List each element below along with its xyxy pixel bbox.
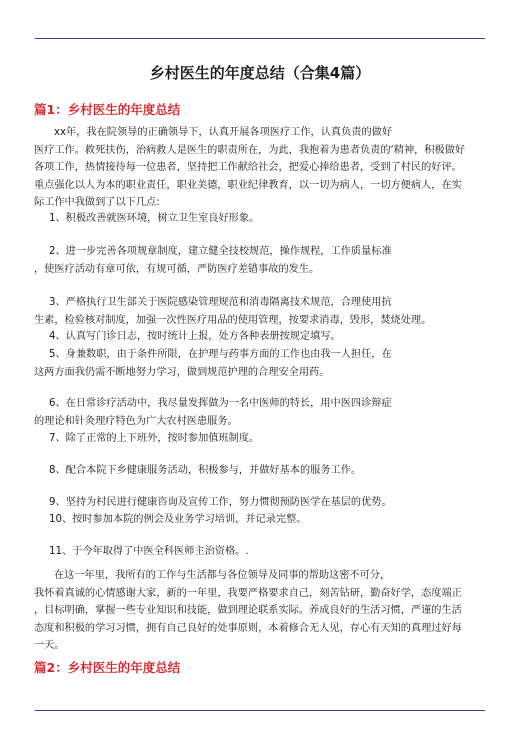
list-item-text: 10、按时参加本院的例会及业务学习培训，并记录完整。	[49, 514, 307, 525]
closing-line: 我怀着真诚的心情感谢大家，新的一年里，我要严格要求自己，刻苦钻研，勤奋好学，态度端正	[34, 587, 462, 599]
list-item	[34, 543, 492, 561]
intro-line: 医疗工作。救死扶伤，治病救人是医生的职责所在，为此，我抱着为患者负责的‘精神，积极做好	[34, 144, 466, 156]
closing-line: 态度和积极的学习习惯，拥有自己良好的处事原则，本着修合无人见，存心有天知的真理过好每	[34, 622, 462, 634]
list-item-text: 的理论和针灸理疗特色为广大农村医患服务。	[34, 415, 238, 427]
footer-rule	[35, 710, 485, 711]
list-item	[34, 494, 492, 512]
list-item-text: 4、认真写门诊日志，按时统计上报，处方各种表册按规定填写。	[49, 331, 341, 342]
list-item-text: 2、进一步完善各项规章制度，建立健全技校规范，操作规程，工作质量标准	[49, 246, 392, 257]
list-item	[34, 328, 492, 346]
intro-line: xx年，我在院领导的正确领导下，认真开展各项医疗工作，认真负责的做好	[54, 127, 393, 138]
list-item	[34, 243, 492, 278]
intro-line: 重点强化以人为本的职业责任，职业美德，职业纪律教育，以一切为病人，一切方便病人，在实	[34, 179, 462, 191]
closing-line: ，目标明确，掌握一些专业知识和技能，做到理论联系实际。养成良好的生活习惯，严谨的生活	[34, 605, 462, 616]
list-item	[34, 430, 492, 448]
list-item-text: 这两方面我仍需不断地努力学习，做到规范护理的合理安全用药。	[34, 366, 330, 378]
list-item-text: 9、坚持为村民进行健康咨询及宣传工作，努力惯彻预防医学在基层的优势。	[49, 497, 392, 508]
section-2-heading: 篇2：乡村医生的年度总结	[34, 660, 181, 675]
list-item-text: 11、于今年取得了中医全科医师主治资格。.	[49, 546, 249, 557]
list-item-text: 1、积极改善就医环境，树立卫生室良好形象。	[49, 213, 260, 224]
list-item	[34, 511, 492, 529]
list-item-text: 5、身兼数职，由于条件所限，在护理与药事方面的工作也由我一人担任，在	[49, 349, 392, 360]
list-item	[34, 395, 492, 430]
list-item-text: 7、除了正常的上下班外，按时参加值班制度。	[49, 433, 260, 444]
closing-line: 一天。	[34, 640, 65, 651]
list-item-text: 8、配合本院下乡健康服务活动，积极参与，并做好基本的服务工作。	[49, 465, 362, 476]
list-item-text: 6、在日常诊疗活动中，我尽量发挥做为一名中医师的特长，用中医四诊辩症	[49, 398, 392, 409]
list-item	[34, 462, 492, 480]
intro-line: 际工作中我做到了以下几点:	[34, 197, 160, 208]
list-item-text: 3、严格执行卫生部关于医院感染管理规范和消毒隔离技术规范，合理使用抗	[49, 297, 392, 308]
closing-paragraph	[34, 567, 492, 655]
list-item-text: ，使医疗活动有章可依，有规可循，严防医疗差错事故的发生。	[34, 263, 320, 275]
document-title: 乡村医生的年度总结（合集4篇）	[149, 64, 371, 82]
list-item	[34, 210, 492, 228]
list-item-text: 生素，检验核对制度，加强一次性医疗用品的使用管理，按要求消毒，毁形，焚烧处理。	[34, 314, 432, 326]
section-1-heading: 篇1：乡村医生的年度总结	[34, 102, 181, 117]
list-item	[34, 294, 492, 329]
list-item	[34, 346, 492, 381]
intro-line: 各项工作，热情接待每一位患者，坚持把工作献给社会，把爱心捧给患者，受到了村民的好评。	[34, 162, 462, 173]
closing-line: 在这一年里，我所有的工作与生活都与各位领导及同事的帮助这密不可分，	[54, 570, 391, 581]
